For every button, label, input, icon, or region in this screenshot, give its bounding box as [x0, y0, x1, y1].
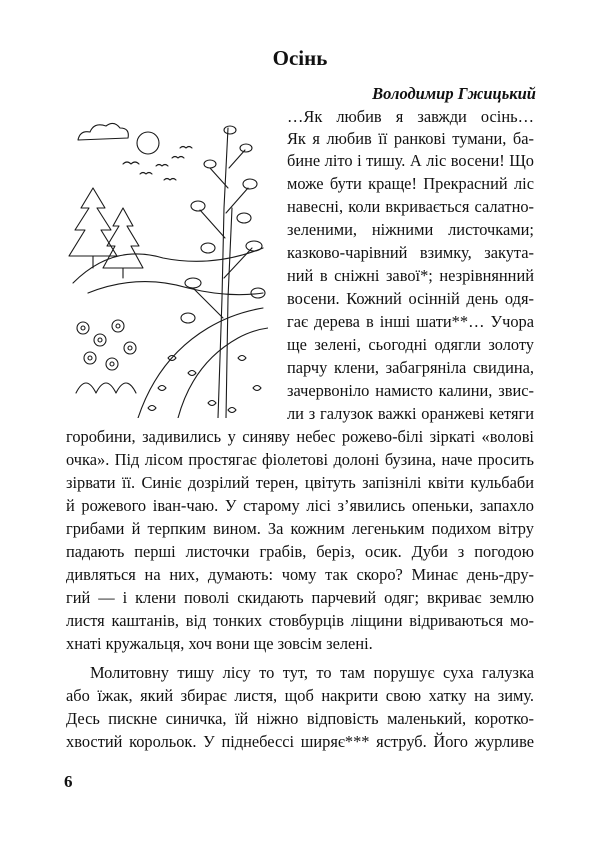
- text-line: зачервоніло намисто калини, звис-: [287, 381, 534, 400]
- text-line: хвостий корольок. У піднебессі ширяє*** яструб. Його журливе: [66, 732, 534, 751]
- flowers-icon: [76, 320, 136, 393]
- text-line: й рожевого іван-чаю. У старому лісі з’явились опеньки, запахло: [66, 496, 534, 515]
- page-title: Осінь: [272, 46, 328, 70]
- text-line: або їжак, який збирає листя, щоб накрити свою хатку на зиму.: [66, 686, 534, 705]
- page-number: 6: [64, 772, 73, 791]
- hills: [73, 248, 263, 283]
- text-line: дивляться на них, думають: чому так скоро? Минає день-дру-: [66, 565, 534, 584]
- autumn-forest-landscape-illustration: [68, 118, 268, 418]
- text-line: ще зелені, сьогодні одягли золоту: [287, 335, 534, 354]
- text-line: ли з галузок важкі оранжеві кетяги: [287, 404, 534, 423]
- text-line: Десь пискне синичка, їй ніжно відповість маленький, коротко-: [66, 709, 534, 728]
- conifer-trees-icon: [69, 188, 143, 278]
- text-line: Як я любив її ранкові тумани, ба-: [287, 129, 534, 148]
- fallen-leaves-icon: [148, 356, 261, 413]
- birds-icon: [123, 147, 192, 181]
- text-line: бине літо і тишу. А ліс восени! Що: [287, 151, 534, 170]
- text-line: падають перші листочки грабів, беріз, осик. Дуби з погодою: [66, 542, 534, 561]
- text-line: навесні, коли вкривається салатно-: [287, 197, 534, 216]
- deciduous-tree-icon: [181, 126, 265, 418]
- text-line: восени. Кожний осінній день одя-: [287, 289, 534, 308]
- sun-icon: [137, 132, 159, 154]
- text-line: хнаті кружальця, хоч вони ще зовсім зелені.: [66, 634, 373, 653]
- text-line: …Як любив я завжди осінь…: [287, 107, 534, 126]
- text-line: грибами й терпким вином. За кожним легеньким подихом вітру: [66, 519, 534, 538]
- text-line: гає дерева в інші шати**… Учора: [287, 312, 534, 331]
- text-line: листя каштанів, від тонких стовбурців ліщини відриваються мо-: [66, 611, 534, 630]
- text-line: гий — і клени поволі скидають парчевий одяг; вкриває землю: [66, 588, 534, 607]
- text-line: може бути краще! Прекрасний ліс: [287, 174, 534, 193]
- text-line: зеленими, ніжними листочками;: [287, 220, 534, 239]
- text-line: ний в сніжні завої*; незрівнянний: [287, 266, 534, 285]
- text-line: казково-чарівний взимку, закута-: [287, 243, 534, 262]
- text-line: горобини, задивились у синяву небес рожево-білі зіркаті «волові: [66, 427, 534, 446]
- cloud-icon: [78, 123, 128, 140]
- text-line: очка». Під лісом простягає фіолетові долоні бузина, наче просить: [66, 450, 534, 469]
- author-name: Володимир Гжицький: [372, 84, 536, 103]
- paragraph-start-line: Молитовну тишу лісу то тут, то там порушує суха галузка: [90, 663, 534, 682]
- text-line: парчу клени, забагряніла свидина,: [287, 358, 534, 377]
- road: [138, 308, 263, 418]
- text-line: зірвати її. Синіє дозрілий терен, цвітуть запізнілі квіти кульбаби: [66, 473, 534, 492]
